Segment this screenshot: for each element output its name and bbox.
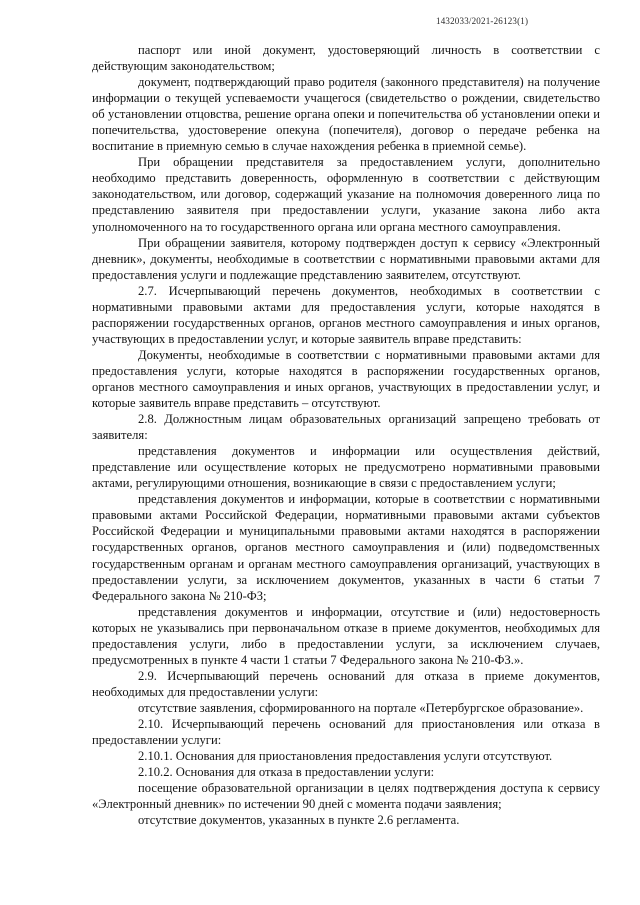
paragraph-2-10: 2.10. Исчерпывающий перечень оснований для приостановления или отказа в предоставлении услуги: <box>92 716 600 748</box>
paragraph-2-10-2-item-2: отсутствие документов, указанных в пункте 2.6 регламента. <box>138 813 460 828</box>
paragraph-2-8-item-2: представления документов и информации, которые в соответствии с нормативными правовыми актами Российской Федерации, нормативными правовыми актами субъектов Российской Федерации и муниципальными правовыми актами находятся в распоряжении государственных органов, органов местного самоуправления и (или) подведомственных государственным органам и органам местного самоуправления организаций, участвующих в предоставлении услуги, за исключением документов, указанных в части 6 статьи 7 Федерального закона № 210-ФЗ; <box>92 492 600 603</box>
paragraph-passport: паспорт или иной документ, удостоверяющий личность в соответствии с действующим законодательством; <box>92 43 600 74</box>
paragraph-2-7: 2.7. Исчерпывающий перечень документов, необходимых в соответствии с нормативными правовыми актами для предоставления услуги, которые находятся в распоряжении государственных органов, органов местного самоуправления и иных органов, участвующих в предоставлении услуг, и которые заявитель вправе представить: <box>92 283 600 346</box>
paragraph-electronic-diary-access: При обращении заявителя, которому подтвержден доступ к сервису «Электронный дневник», документы, необходимые в соответствии с нормативными правовыми актами для предоставления услуги и подлежащие представлению заявителем, отсутствуют. <box>92 235 600 282</box>
document-body <box>92 42 600 828</box>
paragraph-parent-right-document: документ, подтверждающий право родителя (законного представителя) на получение информации о текущей успеваемости учащегося (свидетельство о рождении, свидетельство об установлении отцовства, решение органа опеки и попечительства об установлении опеки и попечительства, удостоверение опекуна (попечителя), договор о передаче ребенка на воспитание в приемную семью в случае нахождения ребенка в приемной семье). <box>92 75 600 154</box>
paragraph-2-9-item-1: отсутствие заявления, сформированного на портале «Петербургское образование». <box>138 700 584 715</box>
paragraph-2-8: 2.8. Должностным лицам образовательных организаций запрещено требовать от заявителя: <box>92 412 600 443</box>
paragraph-2-10-1: 2.10.1. Основания для приостановления предоставления услуги отсутствуют. <box>138 749 553 764</box>
paragraph-2-8-item-1: представления документов и информации или осуществления действий, представление или осуществление которых не предусмотрено нормативными правовыми актами, регулирующими отношения, возникающие в связи с предоставлением услуги; <box>92 444 600 491</box>
paragraph-2-8-item-3: представления документов и информации, отсутствие и (или) недостоверность которых не указывались при первоначальном отказе в приеме документов, необходимых для предоставления услуги, либо в предоставлении услуги, за исключением случаев, предусмотренных в пункте 4 части 1 статьи 7 Федерального закона № 210-ФЗ.». <box>92 604 600 667</box>
paragraph-representative-power-of-attorney: При обращении представителя за предоставлением услуги, дополнительно необходимо представить доверенность, оформленную в соответствии с действующим законодательством, или договор, содержащий указание на полномочия доверенного лица по представлению заявителя при предоставлении услуги, указание закона либо акта уполномоченного на то государственного органа или органа местного самоуправления. <box>92 155 600 234</box>
paragraph-2-9: 2.9. Исчерпывающий перечень оснований для отказа в приеме документов, необходимых для предоставлении услуги: <box>92 668 600 699</box>
paragraph-2-10-2-item-1: посещение образовательной организации в целях подтверждения доступа к сервису «Электронный дневник» по истечении 90 дней с момента подачи заявления; <box>92 781 600 812</box>
paragraph-2-10-2: 2.10.2. Основания для отказа в предоставлении услуги: <box>138 765 435 780</box>
document-registration-number: 1432033/2021-26123(1) <box>436 16 529 26</box>
paragraph-2-7-documents-absent: Документы, необходимые в соответствии с нормативными правовыми актами для предоставления услуги, которые находятся в распоряжении государственных органов, органов местного самоуправления и иных органов, участвующих в предоставлении услуг, и которые заявитель вправе представить – отсутствуют. <box>92 347 600 411</box>
